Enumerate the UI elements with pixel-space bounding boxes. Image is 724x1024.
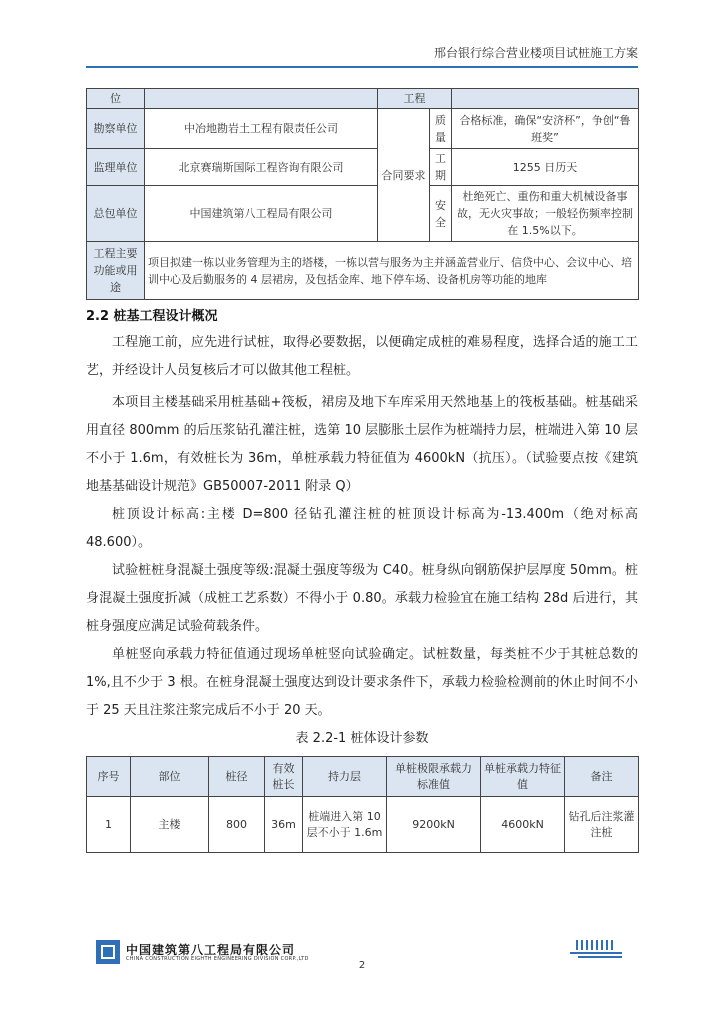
table-caption: 表 2.2-1 桩体设计参数 — [295, 731, 429, 746]
column-header: 桩径 — [209, 757, 265, 797]
project-info-table — [86, 88, 639, 300]
safety-value: 杜绝死亡、重伤和重大机械设备事故，无火灾事故；一般轻伤频率控制在 1.5%以下。 — [452, 186, 639, 242]
table-cell: 9200kN — [387, 797, 481, 853]
function-value: 项目拟建一栋以业务管理为主的塔楼，一栋以营与服务为主并涵盖营业厅、信贷中心、会议中心、培训中心及后勤服务的 4 层裙房，及包括金库、地下停车场、设备机房等功能的地库 — [145, 242, 639, 300]
period-value: 1255 日历天 — [452, 149, 639, 186]
general-value: 中国建筑第八工程局有限公司 — [145, 186, 378, 242]
pile-parameter-table — [86, 756, 639, 853]
paragraph-2: 本项目主楼基础采用桩基础+筏板，裙房及地下车库采用天然地基上的筏板基础。桩基础采用直径 800mm 的后压浆钻孔灌注桩，选第 10 层膨胀土层作为桩端持力层，桩端进入第 10 层不小于 1.6m，有效桩长为 36m，单桩承载力特征值为 4600kN（抗压）。（试验要点按《建筑地基基础设计规范》GB50007-2011 附录 Q） — [86, 395, 638, 494]
company-name-cn: 中国建筑第八工程局有限公司 — [126, 943, 296, 957]
page-number: 2 — [358, 960, 366, 971]
table-cell: 钻孔后注浆灌注桩 — [565, 797, 639, 853]
safety-label: 安全 — [430, 186, 452, 242]
supervise-label: 监理单位 — [87, 149, 145, 186]
column-header: 部位 — [131, 757, 209, 797]
table-cell: 4600kN — [481, 797, 565, 853]
quality-value: 合格标准，确保“安济杯”，争创“鲁班奖” — [452, 109, 639, 149]
quality-label: 质量 — [430, 109, 452, 149]
general-label: 总包单位 — [87, 186, 145, 242]
contract-label: 合同要求 — [378, 109, 430, 242]
column-header: 备注 — [565, 757, 639, 797]
header-rule — [86, 66, 638, 68]
footer-stripes-icon — [570, 938, 622, 960]
company-name-en: CHINA CONSTRUCTION EIGHTH ENGINEERING DIVISION CORP.,LTD — [126, 956, 309, 962]
function-label: 工程主要功能或用途 — [87, 242, 145, 300]
page-header: 邢台银行综合营业楼项目试桩施工方案 — [433, 46, 638, 60]
table-cell: 36m — [265, 797, 303, 853]
table-row — [87, 89, 639, 109]
table-row — [87, 797, 639, 853]
table-row — [87, 109, 639, 149]
paragraph-5: 单桩竖向承载力特征值通过现场单桩竖向试验确定。试桩数量，每类桩不少于其桩总数的 1%,且不少于 3 根。在桩身混凝土强度达到设计要求条件下，承载力检验检测前的休止时间不小于 25 天且注浆注浆完成后不小于 20 天。 — [86, 647, 638, 718]
cell-blank — [145, 89, 378, 109]
table-row — [87, 242, 639, 300]
period-label: 工期 — [430, 149, 452, 186]
column-header: 序号 — [87, 757, 131, 797]
table-row — [87, 186, 639, 242]
paragraph-4: 试验桩桩身混凝土强度等级:混凝土强度等级为 C40。桩身纵向钢筋保护层厚度 50mm。桩身混凝土强度折减（成桩工艺系数）不得小于 0.80。承载力检验宜在施工结构 28d 后进行，其桩身强度应满足试验荷载条件。 — [86, 563, 638, 634]
cell-blank — [452, 89, 639, 109]
paragraph-3: 桩顶设计标高:主楼 D=800 径钻孔灌注桩的桩顶设计标高为-13.400m（绝对标高 48.600）。 — [86, 507, 638, 550]
cell-label: 位 — [87, 89, 145, 109]
section-title: 2.2 桩基工程设计概况 — [86, 309, 218, 324]
column-header: 有效桩长 — [265, 757, 303, 797]
survey-label: 勘察单位 — [87, 109, 145, 149]
paragraph-1: 工程施工前，应先进行试桩，取得必要数据，以便确定成桩的难易程度，选择合适的施工工艺，并经设计人员复核后才可以做其他工程桩。 — [86, 335, 638, 378]
table-row — [87, 149, 639, 186]
table-header-row — [87, 757, 639, 797]
table-cell: 1 — [87, 797, 131, 853]
supervise-value: 北京赛瑞斯国际工程咨询有限公司 — [145, 149, 378, 186]
column-header: 单桩承载力特征值 — [481, 757, 565, 797]
survey-value: 中冶地勘岩土工程有限责任公司 — [145, 109, 378, 149]
cell-label: 工程 — [378, 89, 452, 109]
table-cell: 800 — [209, 797, 265, 853]
column-header: 单桩极限承载力标准值 — [387, 757, 481, 797]
column-header: 持力层 — [303, 757, 387, 797]
table-cell: 主楼 — [131, 797, 209, 853]
table-cell: 桩端进入第 10 层不小于 1.6m — [303, 797, 387, 853]
